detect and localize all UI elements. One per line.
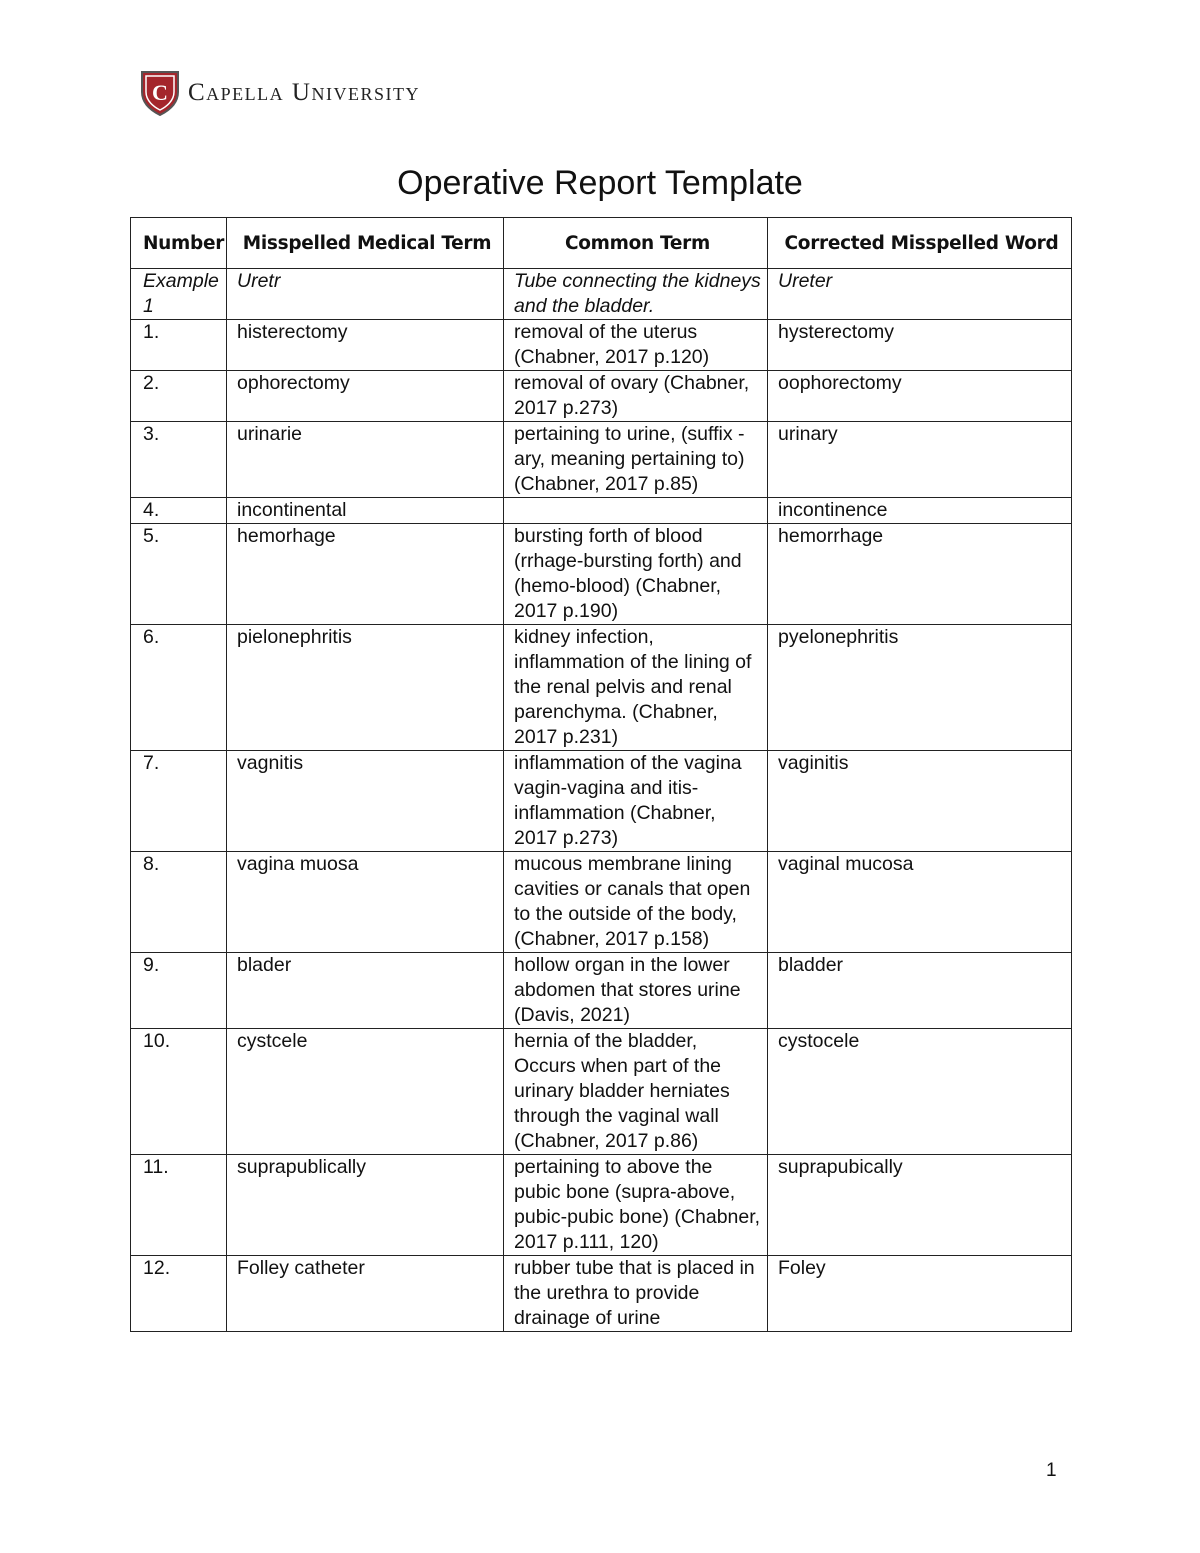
cell-misspelled: vagnitis (227, 751, 504, 852)
table-row (131, 320, 1072, 371)
cell-number: 10. (131, 1029, 227, 1155)
table-row (131, 751, 1072, 852)
cell-number: 7. (131, 751, 227, 852)
header-corrected: Corrected Misspelled Word (768, 218, 1072, 269)
table-row (131, 422, 1072, 498)
capella-logo (140, 70, 420, 116)
cell-common: bursting forth of blood (rrhage-bursting forth) and (hemo-blood) (Chabner, 2017 p.190) (504, 524, 768, 625)
example-row (131, 269, 1072, 320)
cell-common: rubber tube that is placed in the urethra to provide drainage of urine (504, 1256, 768, 1332)
cell-misspelled: blader (227, 953, 504, 1029)
page-title: Operative Report Template (397, 164, 803, 202)
cell-number: 11. (131, 1155, 227, 1256)
cell-common (504, 498, 768, 524)
cell-number: 9. (131, 953, 227, 1029)
cell-number: 4. (131, 498, 227, 524)
cell-common: hernia of the bladder, Occurs when part of the urinary bladder herniates through the vaginal wall (Chabner, 2017 p.86) (504, 1029, 768, 1155)
cell-corrected: bladder (768, 953, 1072, 1029)
cell-corrected: pyelonephritis (768, 625, 1072, 751)
cell-corrected: hysterectomy (768, 320, 1072, 371)
cell-corrected: suprapubically (768, 1155, 1072, 1256)
cell-misspelled: incontinental (227, 498, 504, 524)
table-row (131, 1029, 1072, 1155)
cell-corrected: cystocele (768, 1029, 1072, 1155)
shield-icon (140, 70, 180, 116)
header-common: Common Term (504, 218, 768, 269)
cell-number: 8. (131, 852, 227, 953)
cell-common: pertaining to above the pubic bone (supra-above, pubic-pubic bone) (Chabner, 2017 p.111, 120) (504, 1155, 768, 1256)
cell-misspelled: cystcele (227, 1029, 504, 1155)
cell-number: 2. (131, 371, 227, 422)
example-number: Example 1 (131, 269, 227, 320)
table-row (131, 1155, 1072, 1256)
example-corrected: Ureter (768, 269, 1072, 320)
table-header-row (131, 218, 1072, 269)
cell-number: 5. (131, 524, 227, 625)
cell-corrected: hemorrhage (768, 524, 1072, 625)
cell-misspelled: Folley catheter (227, 1256, 504, 1332)
cell-misspelled: suprapublically (227, 1155, 504, 1256)
cell-number: 12. (131, 1256, 227, 1332)
cell-common: kidney infection, inflammation of the lining of the renal pelvis and renal parenchyma. (Chabner, 2017 p.231) (504, 625, 768, 751)
cell-misspelled: vagina muosa (227, 852, 504, 953)
logo-letter: C (152, 80, 168, 105)
table-row (131, 953, 1072, 1029)
table-row (131, 498, 1072, 524)
cell-common: removal of the uterus (Chabner, 2017 p.120) (504, 320, 768, 371)
cell-corrected: vaginitis (768, 751, 1072, 852)
cell-number: 6. (131, 625, 227, 751)
cell-corrected: oophorectomy (768, 371, 1072, 422)
cell-number: 3. (131, 422, 227, 498)
cell-misspelled: histerectomy (227, 320, 504, 371)
table-row (131, 371, 1072, 422)
table-row (131, 1256, 1072, 1332)
cell-corrected: Foley (768, 1256, 1072, 1332)
cell-corrected: vaginal mucosa (768, 852, 1072, 953)
header-misspelled: Misspelled Medical Term (227, 218, 504, 269)
terms-table (130, 217, 1072, 1332)
cell-common: pertaining to urine, (suffix -ary, meaning pertaining to) (Chabner, 2017 p.85) (504, 422, 768, 498)
cell-misspelled: urinarie (227, 422, 504, 498)
cell-misspelled: pielonephritis (227, 625, 504, 751)
example-common: Tube connecting the kidneys and the bladder. (504, 269, 768, 320)
table-row (131, 524, 1072, 625)
cell-misspelled: hemorhage (227, 524, 504, 625)
cell-misspelled: ophorectomy (227, 371, 504, 422)
table-row (131, 625, 1072, 751)
page-number: 1 (1046, 1460, 1057, 1481)
cell-common: inflammation of the vagina vagin-vagina and itis-inflammation (Chabner, 2017 p.273) (504, 751, 768, 852)
cell-number: 1. (131, 320, 227, 371)
cell-corrected: urinary (768, 422, 1072, 498)
table-row (131, 852, 1072, 953)
cell-common: hollow organ in the lower abdomen that stores urine (Davis, 2021) (504, 953, 768, 1029)
cell-common: mucous membrane lining cavities or canals that open to the outside of the body, (Chabner, 2017 p.158) (504, 852, 768, 953)
cell-common: removal of ovary (Chabner, 2017 p.273) (504, 371, 768, 422)
cell-corrected: incontinence (768, 498, 1072, 524)
example-misspelled: Uretr (227, 269, 504, 320)
logo-text: Capella University (188, 79, 420, 106)
header-number: Number (131, 218, 227, 269)
